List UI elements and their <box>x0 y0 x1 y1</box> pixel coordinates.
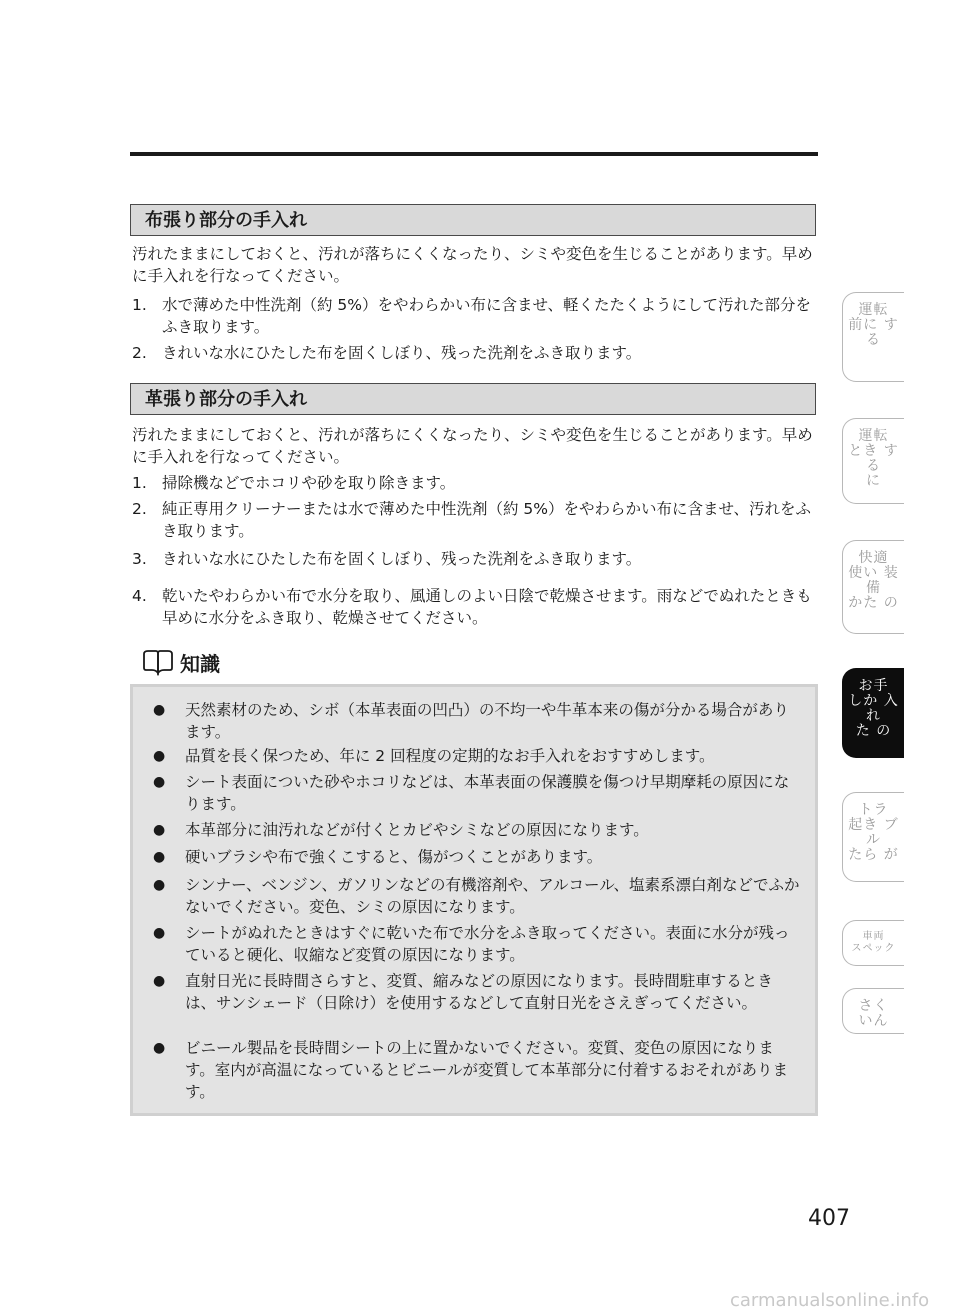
tab-troubleshooting[interactable] <box>842 792 904 882</box>
step-number: 1. <box>132 474 147 492</box>
step-text: きれいな水にひたした布を固くしぼり、残った洗剤をふき取ります。 <box>162 344 642 362</box>
knowledge-item-text: 本革部分に油汚れなどが付くとカビやシミなどの原因になります。 <box>185 821 649 839</box>
tab-label: さく いん <box>858 998 889 1029</box>
knowledge-item-text: 品質を長く保つため、年に 2 回程度の定期的なお手入れをおすすめします。 <box>185 747 715 765</box>
knowledge-title: 知識 <box>180 651 220 676</box>
tab-label: 快適 使い 装備 かた の <box>848 550 899 611</box>
knowledge-item <box>153 1037 803 1103</box>
tab-maintenance[interactable] <box>842 668 904 758</box>
watermark: carmanualsonline.info <box>730 1290 930 1311</box>
bullet-icon: ● <box>153 822 166 838</box>
tab-index[interactable] <box>842 988 904 1034</box>
knowledge-item-text: シンナー、ベンジン、ガソリンなどの有機溶剤や、アルコール、塩素系漂白剤などでふかないでください。変色、シミの原因になります。 <box>185 876 800 916</box>
step-number: 4. <box>132 587 147 605</box>
bullet-icon: ● <box>153 774 166 790</box>
knowledge-heading <box>140 646 220 678</box>
step-number: 2. <box>132 344 147 362</box>
step-text: 乾いたやわらかい布で水分を取り、風通しのよい日陰で乾燥させます。雨などでぬれたときも早めに水分をふき取り、乾燥させてください。 <box>162 587 812 627</box>
step-text: 掃除機などでホコリや砂を取り除きます。 <box>162 474 456 492</box>
knowledge-item-text: 天然素材のため、シボ（本革表面の凹凸）の不均一や牛革本来の傷が分かる場合があります。 <box>185 701 789 741</box>
tab-vehicle-specs[interactable] <box>842 920 904 966</box>
leather-step-2 <box>132 498 820 542</box>
section-intro-leather: 汚れたままにしておくと、汚れが落ちにくくなったり、シミや変色を生じることがあります。早めに手入れを行なってください。 <box>132 426 813 466</box>
knowledge-book-icon <box>140 648 176 676</box>
knowledge-item <box>153 970 803 1014</box>
bullet-icon: ● <box>153 925 166 941</box>
knowledge-item <box>153 819 803 841</box>
tab-label: トラ 起き ブル たら が <box>848 802 899 863</box>
leather-step-3 <box>132 548 820 570</box>
section-intro-fabric: 汚れたままにしておくと、汚れが落ちにくくなったり、シミや変色を生じることがあります。早めに手入れを行なってください。 <box>132 245 813 285</box>
step-text: 純正専用クリーナーまたは水で薄めた中性洗剤（約 5%）をやわらかい布に含ませ、汚れをふき取ります。 <box>162 500 812 540</box>
knowledge-item-text: ビニール製品を長時間シートの上に置かないでください。変質、変色の原因になります。室内が高温になっているとビニールが変質して本革部分に付着するおそれがあります。 <box>185 1039 788 1101</box>
tab-comfort-equipment[interactable] <box>842 540 904 634</box>
knowledge-item <box>153 771 803 815</box>
knowledge-item-text: 硬いブラシや布で強くこすると、傷がつくことがあります。 <box>185 848 603 866</box>
knowledge-item-text: シートがぬれたときはすぐに乾いた布で水分をふき取ってください。表面に水分が残っていると硬化、収縮など変質の原因になります。 <box>185 924 790 964</box>
bullet-icon: ● <box>153 748 166 764</box>
tab-label: お手 しか 入れ た の <box>848 678 899 739</box>
tab-while-driving[interactable] <box>842 418 904 504</box>
knowledge-item <box>153 922 803 966</box>
knowledge-item-text: シート表面についた砂やホコリなどは、本革表面の保護膜を傷つけ早期摩耗の原因になります。 <box>185 773 790 813</box>
knowledge-item <box>153 874 803 918</box>
section-heading-leather: 革張り部分の手入れ <box>130 383 816 415</box>
fabric-step-2 <box>132 342 820 364</box>
step-number: 2. <box>132 500 147 518</box>
bullet-icon: ● <box>153 1040 166 1056</box>
step-text: 水で薄めた中性洗剤（約 5%）をやわらかい布に含ませ、軽くたたくようにして汚れた部分をふき取ります。 <box>162 296 812 336</box>
tab-label: 運転 とき する に <box>848 428 899 489</box>
step-number: 3. <box>132 550 147 568</box>
bullet-icon: ● <box>153 877 166 893</box>
bullet-icon: ● <box>153 849 166 865</box>
section-heading-fabric: 布張り部分の手入れ <box>130 204 816 236</box>
leather-step-1 <box>132 472 820 494</box>
knowledge-item <box>153 699 803 743</box>
knowledge-item <box>153 846 803 868</box>
knowledge-item <box>153 745 803 767</box>
tab-label: 車両 スペック <box>851 931 896 954</box>
tab-before-driving[interactable] <box>842 292 904 382</box>
leather-step-4 <box>132 585 820 629</box>
step-number: 1. <box>132 296 147 314</box>
page-number: 407 <box>808 1206 850 1231</box>
tab-label: 運転 前に する <box>848 302 899 348</box>
knowledge-box <box>130 684 818 1116</box>
fabric-step-1 <box>132 294 820 338</box>
knowledge-item-text: 直射日光に長時間さらすと、変質、縮みなどの原因になります。長時間駐車するときは、サンシェード（日除け）を使用するなどして直射日光をさえぎってください。 <box>185 972 773 1012</box>
bullet-icon: ● <box>153 973 166 989</box>
bullet-icon: ● <box>153 702 166 718</box>
top-rule <box>130 152 818 156</box>
step-text: きれいな水にひたした布を固くしぼり、残った洗剤をふき取ります。 <box>162 550 642 568</box>
